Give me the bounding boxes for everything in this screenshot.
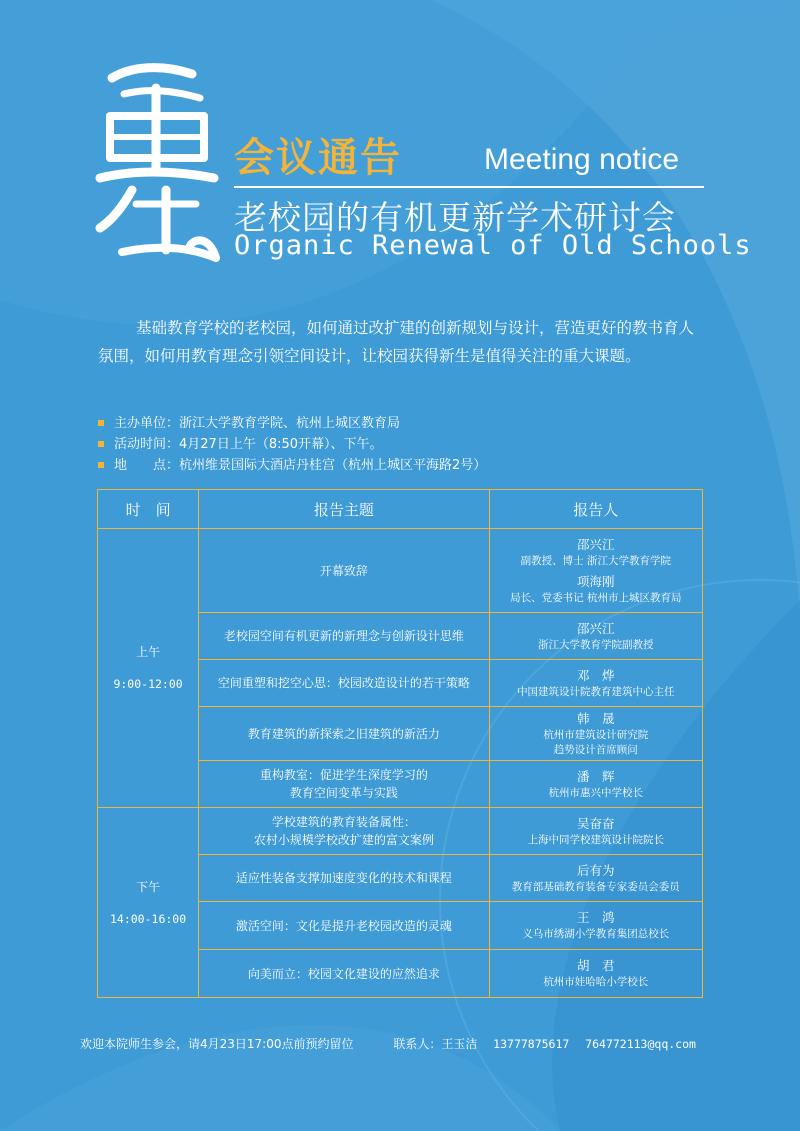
topic-cell: 开幕致辞: [199, 529, 489, 613]
title-english: Meeting notice: [484, 143, 680, 176]
speaker-title: 副教授、博士 浙江大学教育学院: [520, 554, 671, 567]
bullet-icon: [98, 420, 104, 426]
speaker-cell: [489, 855, 702, 902]
topic-cell: 向美而立：校园文化建设的应然追求: [199, 950, 489, 998]
info-venue-text: 地 点：杭州维景国际大酒店丹桂宫（杭州上城区平海路2号）: [114, 458, 487, 473]
speaker-name: 后有为: [577, 862, 615, 878]
speaker-cell: [489, 707, 702, 761]
speaker-title: 义乌市绣湖小学教育集团总校长: [522, 928, 670, 940]
table-row: [98, 808, 703, 855]
topic-cell: 适应性装备支撑加速度变化的技术和课程: [199, 855, 489, 902]
subtitle-chinese: 老校园的有机更新学术研讨会: [234, 198, 676, 237]
bullet-icon: [98, 441, 104, 447]
footer-email: 764772113@qq.com: [585, 1037, 696, 1051]
topic-cell: 老校园空间有机更新的新理念与创新设计思维: [199, 613, 489, 660]
speaker-name: 吴奋奋: [577, 815, 615, 831]
info-time-text: 活动时间：4月27日上午（8:50开幕）、下午。: [114, 437, 383, 452]
footer-welcome: 欢迎本院师生参会，请4月23日17:00点前预约留位: [80, 1037, 354, 1051]
speaker-cell: [489, 529, 702, 613]
subtitle-english: Organic Renewal of Old Schools: [234, 230, 752, 261]
speaker-name: 潘 辉: [577, 768, 615, 784]
speaker-title: 中国建筑设计院教育建筑中心主任: [517, 685, 675, 698]
speaker-cell: [489, 950, 702, 998]
speaker-title: 杭州市建筑设计研究院: [543, 728, 649, 741]
topic-cell: 空间重塑和挖空心思：校园改造设计的若干策略: [199, 660, 489, 707]
speaker-name: 韩 晟: [577, 710, 615, 726]
topic-cell: 教育建筑的新探索之旧建筑的新活力: [199, 707, 489, 761]
speaker-title: 杭州市娃哈哈小学校长: [543, 976, 649, 988]
speaker-cell: [489, 761, 702, 808]
header-speaker: 报告人: [489, 490, 702, 529]
topic-line-2: 农村小规模学校改扩建的富文案例: [253, 833, 434, 847]
intro-paragraph: 基础教育学校的老校园，如何通过改扩建的创新规划与设计，营造更好的教书育人氛围，如何用教育理念引领空间设计，让校园获得新生是值得关注的重大课题。: [98, 319, 695, 365]
speaker-cell: [489, 808, 702, 855]
info-organizer-text: 主办单位：浙江大学教育学院、杭州上城区教育局: [114, 416, 401, 431]
topic-cell: [199, 808, 489, 855]
topic-cell: [199, 761, 489, 808]
speaker-cell: [489, 660, 702, 707]
footer-phone: 13777875617: [493, 1037, 570, 1051]
session-morning-hours: 9:00-12:00: [113, 677, 183, 691]
speaker-name: 邵兴江: [577, 536, 615, 552]
speaker-title: 局长、党委书记 杭州市上城区教育局: [510, 591, 682, 604]
speaker-name: 王 鸿: [577, 910, 615, 925]
speaker-title: 浙江大学教育学院副教授: [538, 638, 654, 651]
speaker-title: 杭州市惠兴中学校长: [548, 786, 644, 799]
logo-rebirth-calligraphy: [92, 58, 222, 268]
speaker-name: 胡 君: [577, 958, 615, 973]
topic-cell: 激活空间：文化是提升老校园改造的灵魂: [199, 902, 489, 950]
title-divider: [234, 186, 704, 188]
footer-contact: 联系人：王玉洁: [393, 1037, 478, 1051]
session-afternoon-label: 下午: [136, 879, 161, 894]
session-morning-label: 上午: [136, 645, 161, 659]
session-afternoon: [98, 808, 199, 998]
table-row: [98, 529, 703, 613]
footer: [80, 1035, 760, 1052]
header-time: 时 间: [98, 490, 199, 529]
speaker-cell: [489, 613, 702, 660]
info-time: [98, 434, 708, 455]
topic-line-1: 重构教室：促进学生深度学习的: [259, 768, 428, 782]
session-afternoon-hours: 14:00-16:00: [109, 911, 187, 926]
session-morning: [98, 529, 199, 808]
speaker-cell: [489, 902, 702, 950]
info-venue: [98, 455, 708, 476]
topic-line-1: 学校建筑的教育装备属性：: [271, 815, 416, 829]
speaker-title: 上海中同学校建筑设计院院长: [527, 833, 665, 846]
schedule-table: [97, 489, 703, 998]
info-organizer: [98, 413, 708, 434]
speaker-name: 项海刚: [577, 573, 615, 589]
topic-line-2: 教育空间变革与实践: [289, 786, 398, 800]
speaker-name: 邵兴江: [577, 620, 615, 636]
bullet-icon: [98, 462, 104, 468]
event-info: [98, 413, 708, 476]
schedule-header-row: [98, 490, 703, 529]
title-chinese: 会议通告: [234, 135, 402, 181]
speaker-name: 邓 烨: [577, 667, 615, 683]
speaker-title: 教育部基础教育装备专家委员会委员: [511, 880, 680, 893]
header-topic: 报告主题: [199, 490, 489, 529]
speaker-title-2: 趋势设计首席顾问: [553, 743, 638, 756]
